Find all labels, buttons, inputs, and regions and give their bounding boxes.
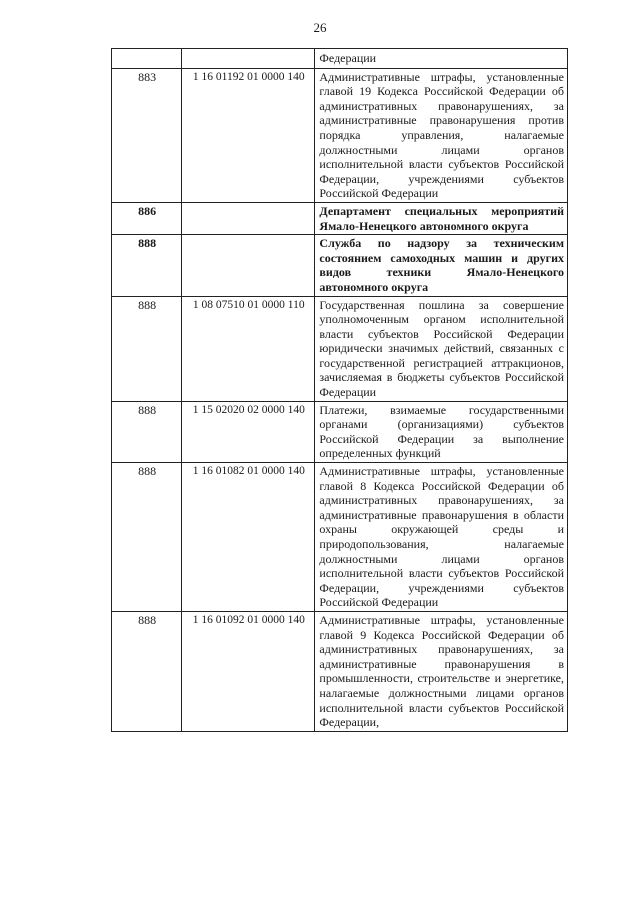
description-cell: Административные штрафы, установленные главой 8 Кодекса Российской Федерации об административных правонарушениях, за административные правонарушения в области охраны окружающей среды и природопользования, налагаемые должностными лицами органов исполнительной власти субъектов Российской Федерации, учреждениями субъектов Российской Федерации <box>315 463 568 612</box>
description-cell: Государственная пошлина за совершение уполномоченным органом исполнительной власти субъектов Российской Федерации юридически значимых действий, связанных с государственной регистрацией аттракционов, зачисляемая в бюджеты субъектов Российской Федерации <box>315 296 568 401</box>
admin-code-cell: 888 <box>112 235 182 296</box>
description-cell: Административные штрафы, установленные главой 19 Кодекса Российской Федерации об административных правонарушениях, за административные правонарушения против порядка управления, налагаемые должностными лицами органов исполнительной власти субъектов Российской Федерации, учреждениями субъектов Российской Федерации <box>315 68 568 202</box>
table-row <box>112 202 568 234</box>
kbk-code-cell: 1 16 01092 01 0000 140 <box>182 611 315 731</box>
table-row <box>112 296 568 401</box>
kbk-code-cell <box>182 49 315 69</box>
admin-code-cell: 886 <box>112 202 182 234</box>
table-row <box>112 68 568 202</box>
kbk-code-cell: 1 16 01192 01 0000 140 <box>182 68 315 202</box>
table-row <box>112 235 568 296</box>
page-number: 26 <box>313 20 327 35</box>
department-heading-cell: Департамент специальных мероприятий Ямало-Ненецкого автономного округа <box>315 202 568 234</box>
kbk-code-cell <box>182 202 315 234</box>
kbk-code-cell: 1 16 01082 01 0000 140 <box>182 463 315 612</box>
admin-code-cell <box>112 49 182 69</box>
admin-code-cell: 888 <box>112 401 182 462</box>
admin-code-cell: 888 <box>112 296 182 401</box>
kbk-code-cell <box>182 235 315 296</box>
description-cell: Федерации <box>315 49 568 69</box>
table-row <box>112 401 568 462</box>
table-row <box>112 463 568 612</box>
kbk-code-cell: 1 08 07510 01 0000 110 <box>182 296 315 401</box>
kbk-code-cell: 1 15 02020 02 0000 140 <box>182 401 315 462</box>
department-heading-cell: Служба по надзору за техническим состоянием самоходных машин и других видов техники Ямало-Ненецкого автономного округа <box>315 235 568 296</box>
admin-code-cell: 883 <box>112 68 182 202</box>
admin-code-cell: 888 <box>112 611 182 731</box>
description-cell: Административные штрафы, установленные главой 9 Кодекса Российской Федерации об административных правонарушениях, за административные правонарушения в промышленности, строительстве и энергетике, налагаемые должностными лицами органов исполнительной власти субъектов Российской Федерации, <box>315 611 568 731</box>
revenue-codes-table <box>111 48 568 732</box>
table-row <box>112 611 568 731</box>
description-cell: Платежи, взимаемые государственными органами (организациями) субъектов Российской Федерации за выполнение определенных функций <box>315 401 568 462</box>
admin-code-cell: 888 <box>112 463 182 612</box>
table-row <box>112 49 568 69</box>
